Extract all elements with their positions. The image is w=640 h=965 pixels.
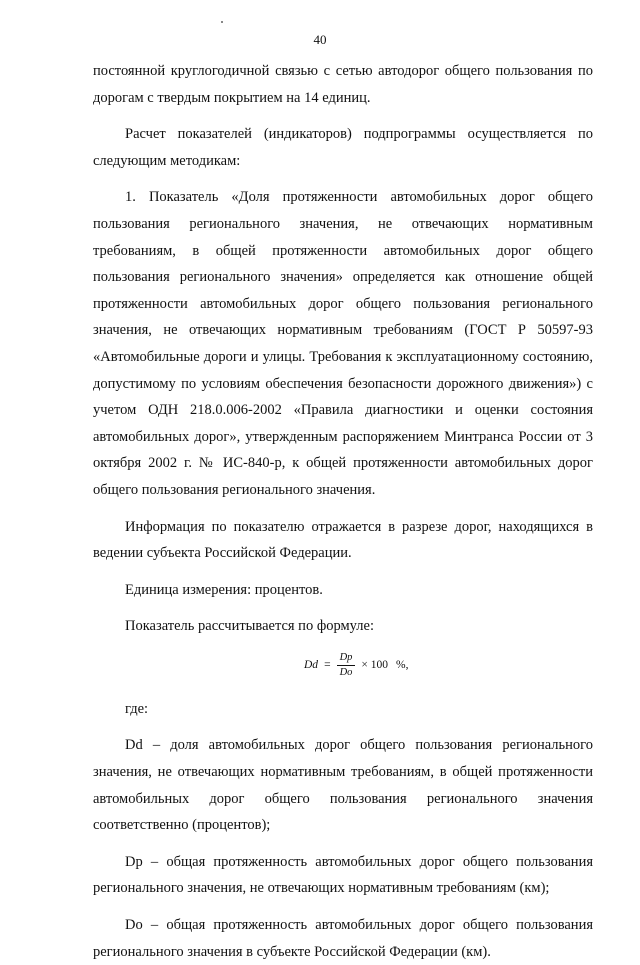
- paragraph-dd-definition: Dd – доля автомобильных дорог общего пользования регионального значения, не отвечающих нормативным требованиям, в общей протяженности автомобильных дорог общего пользования регионального значения соответственно (процентов);: [93, 737, 593, 834]
- formula-numerator: Dp: [337, 653, 356, 667]
- formula-fraction: [337, 653, 356, 679]
- formula-equals: =: [324, 659, 331, 672]
- paragraph-dp-definition: Dp – общая протяженность автомобильных дорог общего пользования регионального значения, не отвечающих нормативным требованиям (км);: [93, 853, 593, 897]
- body-text: [93, 58, 593, 965]
- paragraph-where: где:: [125, 700, 149, 717]
- page-number: 40: [313, 32, 327, 47]
- paragraph-do-definition: Do – общая протяженность автомобильных дорог общего пользования регионального значения в субъекте Российской Федерации (км).: [93, 917, 593, 960]
- paragraph-indicator-definition: 1. Показатель «Доля протяженности автомобильных дорог общего пользования регионального значения, не отвечающих нормативным требованиям, в общей протяженности автомобильных дорог общего пользования регионального значения» определяется как отношение общей протяженности автомобильных дорог общего пользования регионального значения, не отвечающих нормативным требованиям (ГОСТ Р 50597-93 «Автомобильные дороги и улицы. Требования к эксплуатационному состоянию, допустимому по условиям обеспечения безопасности дорожного движения») с учетом ОДН 218.0.006-2002 «Правила диагностики и оценки состояния автомобильных дорог», утвержденным распоряжением Минтранса России от 3 октября 2002 г. № ИС-840-р, к общей протяженности автомобильных дорог общего пользования регионального значения.: [93, 189, 593, 498]
- formula-lhs: Dd: [304, 659, 319, 672]
- scan-speck: [221, 21, 223, 23]
- paragraph-information: Информация по показателю отражается в разрезе дорог, находящихся в ведении субъекта Российской Федерации.: [93, 518, 593, 562]
- paragraph-formula-intro: Показатель рассчитывается по формуле:: [125, 618, 374, 635]
- formula-denominator: Do: [339, 667, 353, 679]
- paragraph-continuation: постоянной круглогодичной связью с сетью автодорог общего пользования по дорогам с твердым покрытием на 14 единиц.: [93, 63, 593, 106]
- paragraph-unit: Единица измерения: процентов.: [125, 581, 323, 598]
- formula-multiplier: × 100: [361, 659, 389, 672]
- paragraph-calculation-intro: Расчет показателей (индикаторов) подпрограммы осуществляется по следующим методикам:: [93, 126, 593, 169]
- formula: [93, 646, 593, 686]
- formula-unit: %,: [396, 659, 409, 672]
